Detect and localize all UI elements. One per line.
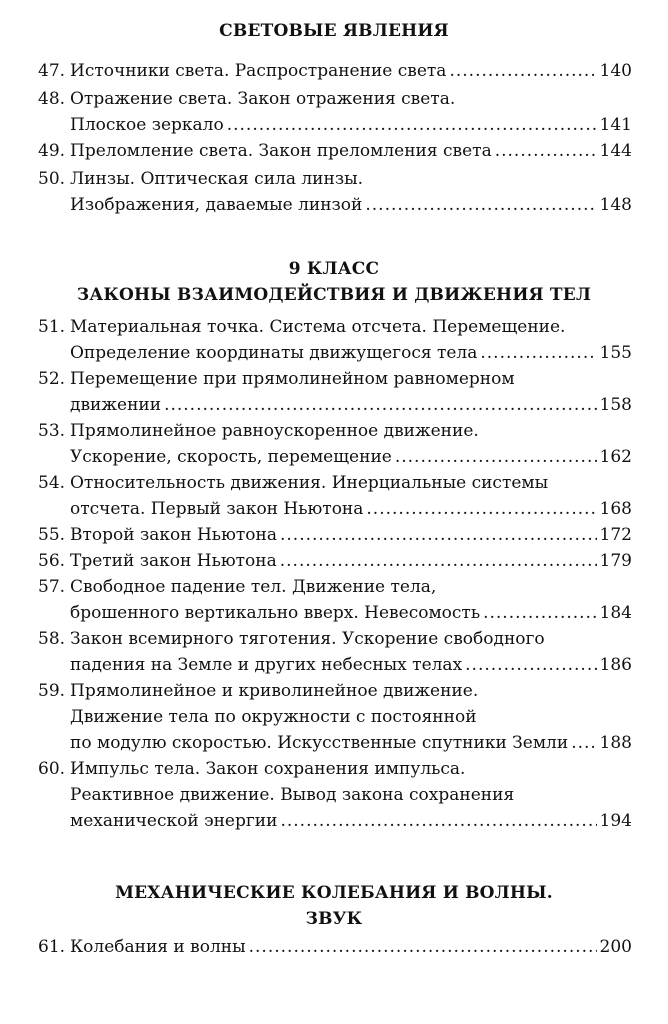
dot-leader bbox=[483, 600, 596, 626]
entry-number: 52. bbox=[38, 369, 66, 389]
toc-entry bbox=[38, 548, 632, 574]
entry-title-text: Источники света. Распространение света bbox=[70, 61, 447, 81]
entry-number: 51. bbox=[38, 317, 66, 337]
toc-entry-line bbox=[38, 756, 632, 782]
entry-title-text: движении bbox=[70, 395, 162, 415]
page-number: 184 bbox=[599, 603, 632, 623]
dot-leader bbox=[280, 548, 597, 574]
entry-number: 56. bbox=[38, 551, 66, 571]
toc-entry bbox=[38, 934, 632, 960]
page-number: 194 bbox=[599, 811, 632, 831]
dot-leader bbox=[571, 730, 596, 756]
toc-entry-line bbox=[38, 166, 632, 192]
entry-number: 53. bbox=[38, 421, 66, 441]
entry-number: 48. bbox=[38, 89, 66, 109]
entry-title-text: Третий закон Ньютона bbox=[70, 551, 277, 571]
page-number: 140 bbox=[599, 61, 632, 81]
entry-title-text: Колебания и волны bbox=[70, 937, 246, 957]
dot-leader bbox=[227, 112, 597, 138]
entry-title-text: Линзы. Оптическая сила линзы. bbox=[70, 169, 364, 189]
entry-title-text: Относительность движения. Инерциальные системы bbox=[70, 473, 549, 493]
toc-entry-line bbox=[38, 678, 632, 704]
section-heading: ЗВУК bbox=[305, 909, 363, 929]
toc-entry-line bbox=[38, 808, 632, 834]
toc-entry bbox=[38, 678, 632, 756]
toc-entry bbox=[38, 418, 632, 470]
toc-entry-line bbox=[38, 730, 632, 756]
entry-title-text: Прямолинейное и криволинейное движение. bbox=[70, 681, 479, 701]
dot-leader bbox=[366, 496, 596, 522]
entry-title-text: Изображения, даваемые линзой bbox=[70, 195, 363, 215]
toc-entry-line bbox=[38, 192, 632, 218]
toc-entry-line bbox=[38, 470, 632, 496]
entry-title-text: Ускорение, скорость, перемещение bbox=[70, 447, 392, 467]
toc-entry-line bbox=[38, 600, 632, 626]
page-number: 155 bbox=[599, 343, 632, 363]
dot-leader bbox=[480, 340, 596, 366]
toc-entry bbox=[38, 86, 632, 138]
page-number: 144 bbox=[599, 141, 632, 161]
toc-entry-line bbox=[38, 314, 632, 340]
entry-title-text: отсчета. Первый закон Ньютона bbox=[70, 499, 364, 519]
entry-title-text: Второй закон Ньютона bbox=[70, 525, 277, 545]
entry-title-text: Определение координаты движущегося тела bbox=[70, 343, 478, 363]
entry-title-text: по модулю скоростью. Искусственные спутники Земли bbox=[70, 733, 569, 753]
entry-number: 47. bbox=[38, 61, 66, 81]
toc-entry bbox=[38, 366, 632, 418]
toc-entry-line bbox=[38, 934, 632, 960]
page-number: 200 bbox=[599, 937, 632, 957]
toc-entry-line bbox=[38, 444, 632, 470]
entry-title-text: падения на Земле и других небесных телах bbox=[70, 655, 463, 675]
entry-number: 61. bbox=[38, 937, 66, 957]
section-heading: СВЕТОВЫЕ ЯВЛЕНИЯ bbox=[219, 21, 449, 41]
toc-entry-line bbox=[38, 626, 632, 652]
entry-title-text: Преломление света. Закон преломления света bbox=[70, 141, 492, 161]
dot-leader bbox=[465, 652, 596, 678]
toc-entry-line bbox=[38, 392, 632, 418]
toc-entry-line bbox=[38, 418, 632, 444]
entry-title-text: Прямолинейное равноускоренное движение. bbox=[70, 421, 479, 441]
entry-number: 54. bbox=[38, 473, 66, 493]
entry-title-text: Перемещение при прямолинейном равномерном bbox=[70, 369, 515, 389]
dot-leader bbox=[280, 808, 596, 834]
page-number: 168 bbox=[599, 499, 632, 519]
toc-entry-line bbox=[38, 652, 632, 678]
entry-title-text: Материальная точка. Система отсчета. Перемещение. bbox=[70, 317, 566, 337]
toc-entry-line bbox=[38, 366, 632, 392]
page-number: 179 bbox=[599, 551, 632, 571]
toc-entry-line bbox=[38, 782, 632, 808]
toc-entry-line bbox=[38, 548, 632, 574]
toc-entry bbox=[38, 58, 632, 84]
toc-entry bbox=[38, 314, 632, 366]
section-heading: 9 КЛАСС bbox=[288, 259, 380, 279]
dot-leader bbox=[449, 58, 596, 84]
page-number: 141 bbox=[599, 115, 632, 135]
toc-entry-line bbox=[38, 340, 632, 366]
entry-title-text: брошенного вертикально вверх. Невесомость bbox=[70, 603, 481, 623]
toc-entry-line bbox=[38, 496, 632, 522]
entry-number: 58. bbox=[38, 629, 66, 649]
toc-entry bbox=[38, 470, 632, 522]
entry-number: 49. bbox=[38, 141, 66, 161]
entry-number: 59. bbox=[38, 681, 66, 701]
page-number: 162 bbox=[599, 447, 632, 467]
page-number: 172 bbox=[599, 525, 632, 545]
dot-leader bbox=[249, 934, 597, 960]
dot-leader bbox=[395, 444, 597, 470]
entry-number: 57. bbox=[38, 577, 66, 597]
entry-title-text: Свободное падение тел. Движение тела, bbox=[70, 577, 437, 597]
entry-title-text: Плоское зеркало bbox=[70, 115, 224, 135]
dot-leader bbox=[495, 138, 597, 164]
entry-number: 50. bbox=[38, 169, 66, 189]
toc-entry-line bbox=[38, 112, 632, 138]
page-number: 158 bbox=[599, 395, 632, 415]
section-heading: ЗАКОНЫ ВЗАИМОДЕЙСТВИЯ И ДВИЖЕНИЯ ТЕЛ bbox=[76, 285, 592, 305]
toc-entry-line bbox=[38, 704, 632, 730]
entry-title-text: Закон всемирного тяготения. Ускорение свободного bbox=[70, 629, 545, 649]
section-heading: МЕХАНИЧЕСКИЕ КОЛЕБАНИЯ И ВОЛНЫ. bbox=[115, 883, 553, 903]
entry-title-text: Импульс тела. Закон сохранения импульса. bbox=[70, 759, 466, 779]
dot-leader bbox=[164, 392, 596, 418]
toc-entry bbox=[38, 626, 632, 678]
page-number: 188 bbox=[599, 733, 632, 753]
toc-entry-line bbox=[38, 58, 632, 84]
entry-title-text: Движение тела по окружности с постоянной bbox=[70, 707, 477, 727]
toc-entry bbox=[38, 522, 632, 548]
dot-leader bbox=[365, 192, 596, 218]
entry-number: 60. bbox=[38, 759, 66, 779]
entry-title-text: Реактивное движение. Вывод закона сохранения bbox=[70, 785, 515, 805]
entry-title-text: Отражение света. Закон отражения света. bbox=[70, 89, 456, 109]
entry-title-text: механической энергии bbox=[70, 811, 278, 831]
toc-entry-line bbox=[38, 86, 632, 112]
toc-entry bbox=[38, 574, 632, 626]
entry-number: 55. bbox=[38, 525, 66, 545]
toc-entry-line bbox=[38, 574, 632, 600]
toc-entry bbox=[38, 138, 632, 164]
toc-entry bbox=[38, 756, 632, 834]
toc-entry bbox=[38, 166, 632, 218]
toc-entry-line bbox=[38, 522, 632, 548]
page-number: 148 bbox=[599, 195, 632, 215]
page-number: 186 bbox=[599, 655, 632, 675]
dot-leader bbox=[280, 522, 597, 548]
toc-entry-line bbox=[38, 138, 632, 164]
